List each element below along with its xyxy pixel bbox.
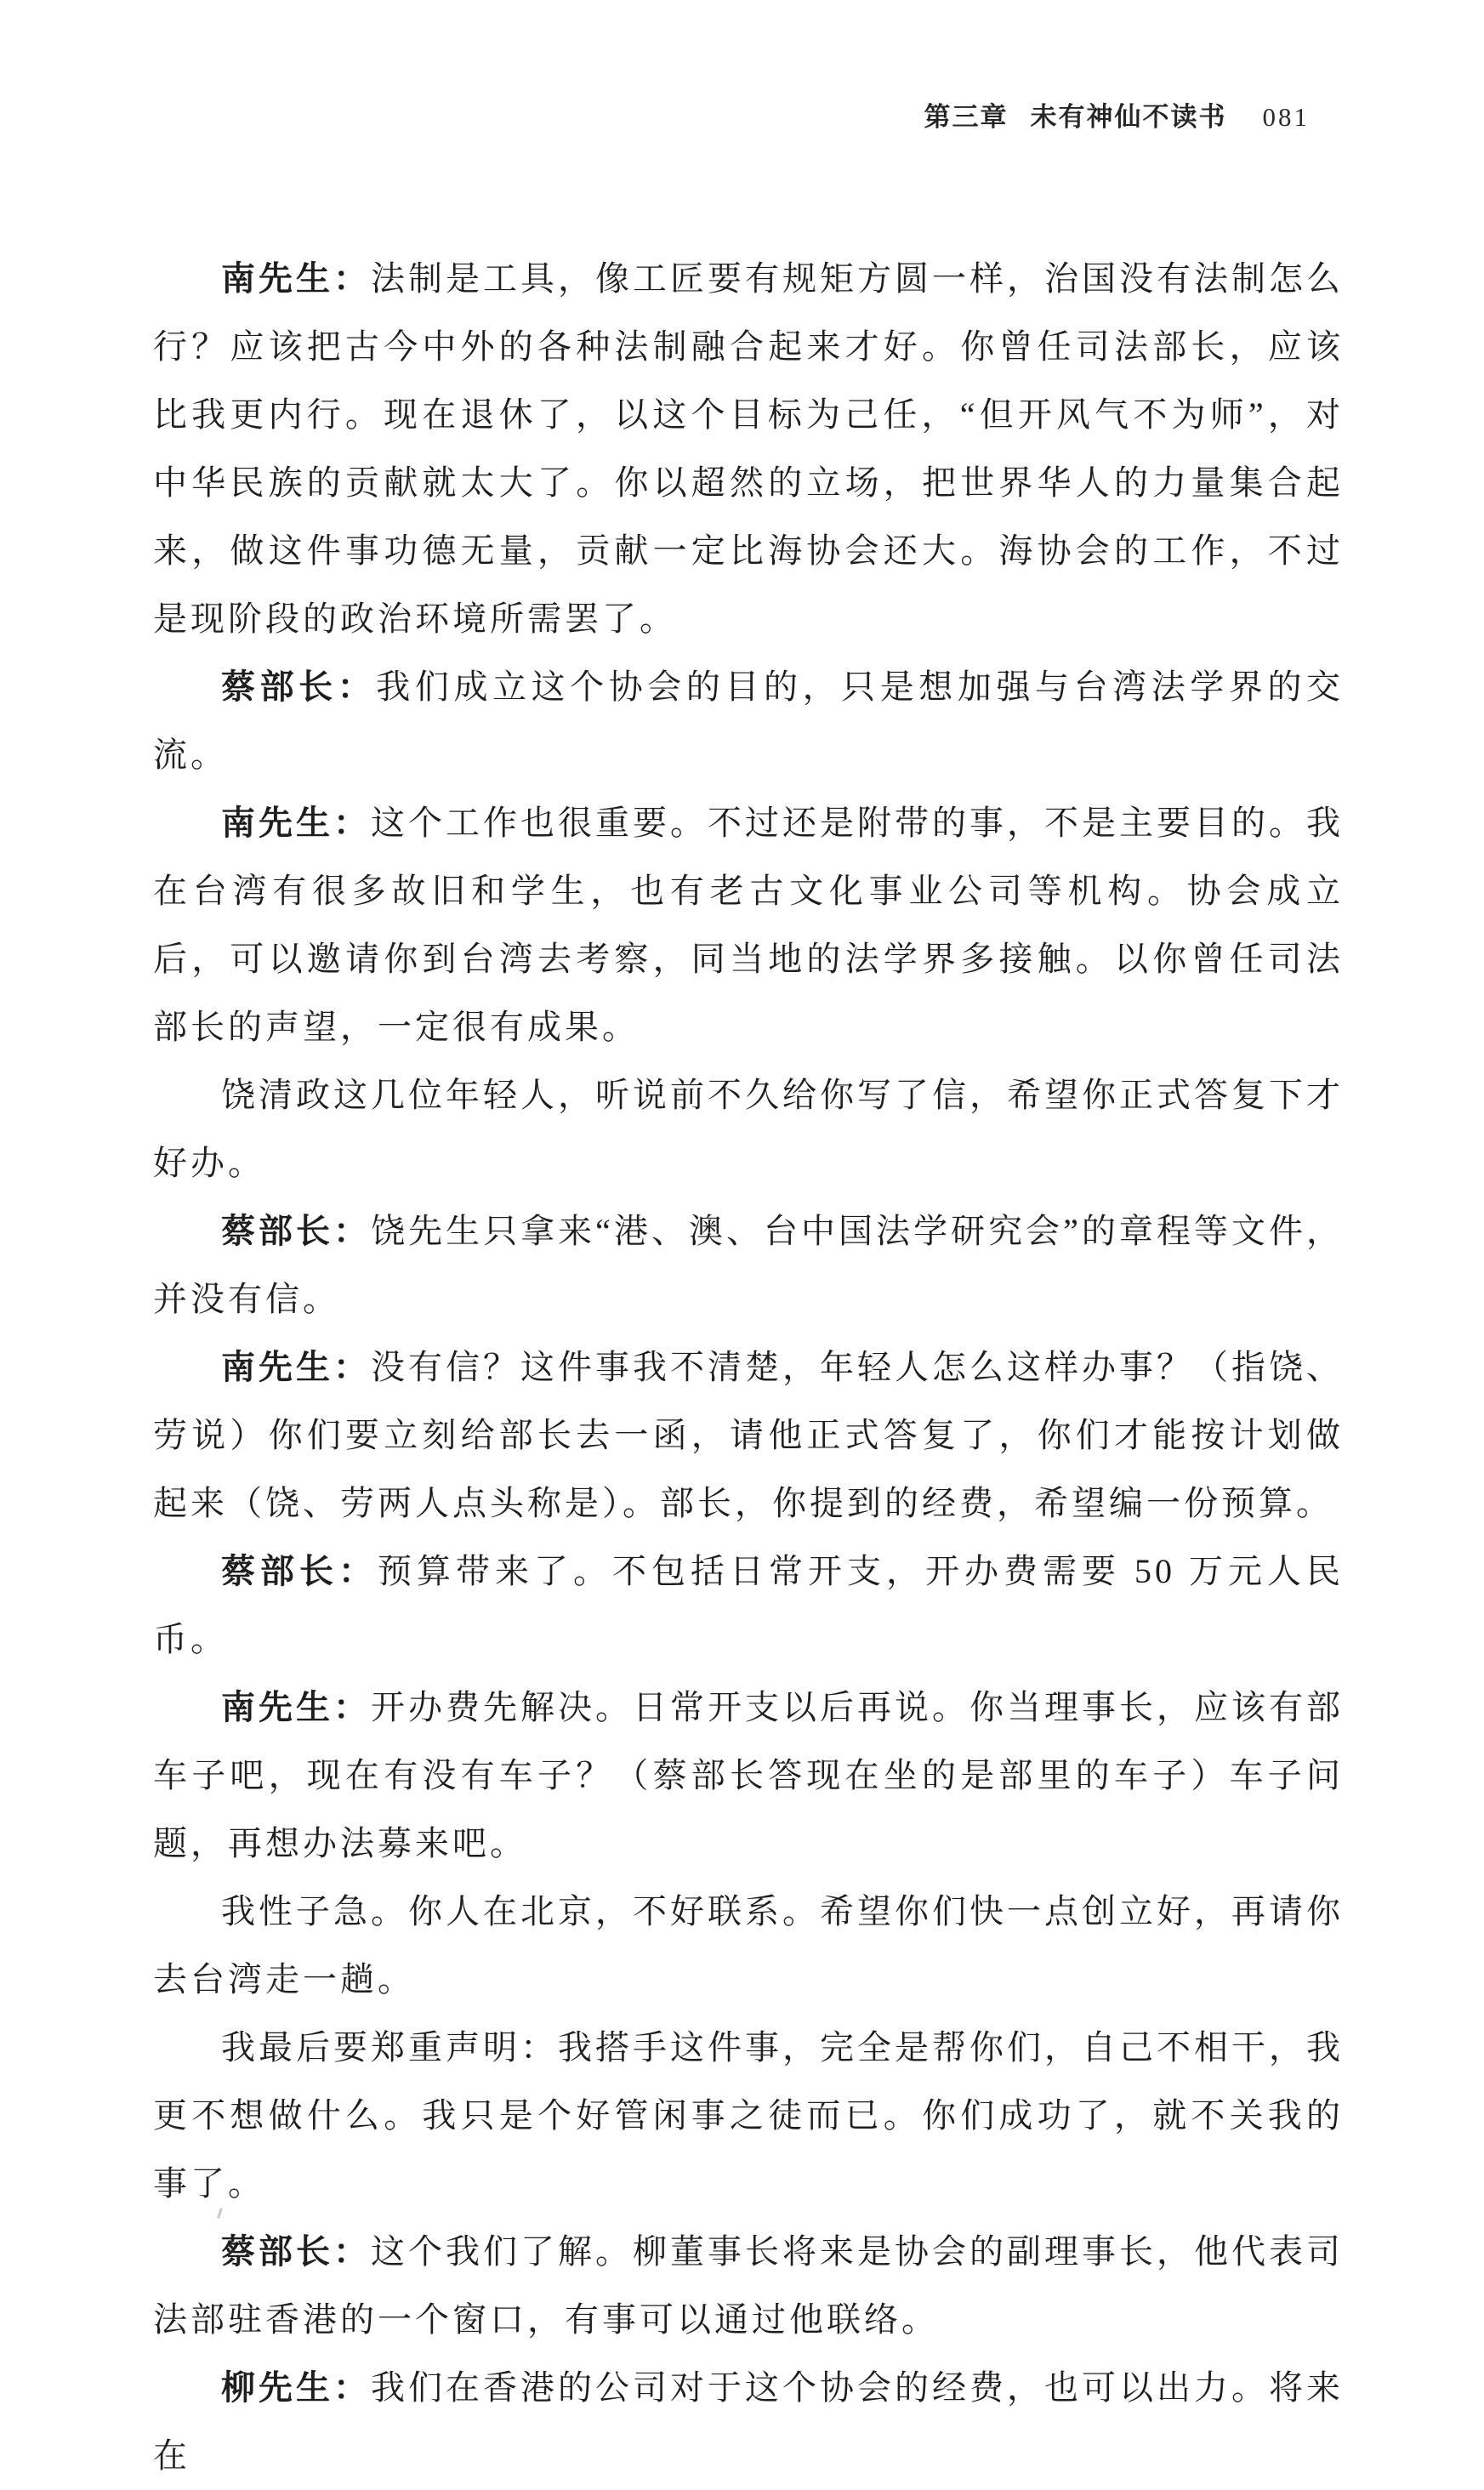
dialogue-text: 饶清政这几位年轻人，听说前不久给你写了信，希望你正式答复下才好办。 — [153, 1076, 1344, 1182]
dialogue-paragraph — [153, 653, 1344, 789]
dialogue-text: 我们成立这个协会的目的，只是想加强与台湾法学界的交流。 — [153, 668, 1345, 774]
chapter-title: 未有神仙不读书 — [1030, 102, 1227, 132]
speaker-label: 南先生： — [221, 1349, 371, 1386]
dialogue-paragraph — [153, 1333, 1344, 1538]
dialogue-text: 饶先生只拿来“港、澳、台中国法学研究会”的章程等文件，并没有信。 — [153, 1212, 1345, 1318]
page-number: 081 — [1262, 102, 1310, 132]
dialogue-paragraph — [153, 245, 1344, 653]
chapter-label: 第三章 — [924, 102, 1009, 132]
dialogue-paragraph — [153, 1538, 1344, 1674]
dialogue-text: 没有信？这件事我不清楚，年轻人怎么这样办事？（指饶、劳说）你们要立刻给部长去一函，请他正式答复了，你们才能按计划做起来（饶、劳两人点头称是）。部长，你提到的经费，希望编一份预算。 — [153, 1348, 1344, 1522]
dialogue-paragraph — [153, 2218, 1344, 2354]
dialogue-text: 我们在香港的公司对于这个协会的经费，也可以出力。将来在 — [153, 2368, 1344, 2475]
speaker-label: 柳先生： — [221, 2369, 371, 2407]
speaker-label: 蔡部长： — [221, 1553, 378, 1590]
dialogue-paragraph — [153, 1878, 1344, 2014]
dialogue-paragraph — [153, 1197, 1344, 1333]
dialogue-paragraph — [153, 1674, 1344, 1878]
dialogue-text: 预算带来了。不包括日常开支，开办费需要 50 万元人民币。 — [153, 1552, 1344, 1658]
dialogue-paragraph — [153, 789, 1344, 1061]
speaker-label: 南先生： — [221, 804, 371, 842]
dialogue-text: 法制是工具，像工匠要有规矩方圆一样，治国没有法制怎么行？应该把古今中外的各种法制融合起来才好。你曾任司法部长，应该比我更内行。现在退休了，以这个目标为己任，“但开风气不为师”，对中华民族的贡献就太大了。你以超然的立场，把世界华人的力量集合起来，做这件事功德无量，贡献一定比海协会还大。海协会的工作，不过是现阶段的政治环境所需罢了。 — [153, 259, 1344, 638]
speaker-label: 蔡部长： — [221, 1213, 372, 1250]
dialogue-text: 我性子急。你人在北京，不好联系。希望你们快一点创立好，再请你去台湾走一趟。 — [153, 1892, 1344, 1998]
dialogue-text: 开办费先解决。日常开支以后再说。你当理事长，应该有部车子吧，现在有没有车子？（蔡部长答现在坐的是部里的车子）车子问题，再想办法募来吧。 — [153, 1688, 1344, 1862]
running-header — [0, 95, 1310, 134]
dialogue-text: 这个我们了解。柳董事长将来是协会的副理事长，他代表司法部驻香港的一个窗口，有事可以通过他联络。 — [153, 2232, 1344, 2339]
dialogue-text: 我最后要郑重声明：我搭手这件事，完全是帮你们，自己不相干，我更不想做什么。我只是个好管闲事之徒而已。你们成功了，就不关我的事了。 — [153, 2028, 1344, 2203]
dialogue-paragraph — [153, 2354, 1344, 2490]
dialogue-paragraph — [153, 2014, 1344, 2218]
dialogue-paragraph — [153, 1061, 1344, 1197]
speaker-label: 南先生： — [221, 260, 371, 298]
speaker-label: 蔡部长： — [221, 668, 377, 706]
speaker-label: 蔡部长： — [221, 2233, 371, 2271]
dialogue-text: 这个工作也很重要。不过还是附带的事，不是主要目的。我在台湾有很多故旧和学生，也有老古文化事业公司等机构。协会成立后，可以邀请你到台湾去考察，同当地的法学界多接触。以你曾任司法部长的声望，一定很有成果。 — [153, 804, 1344, 1046]
dialogue-content — [153, 245, 1344, 2490]
speaker-label: 南先生： — [221, 1689, 371, 1726]
